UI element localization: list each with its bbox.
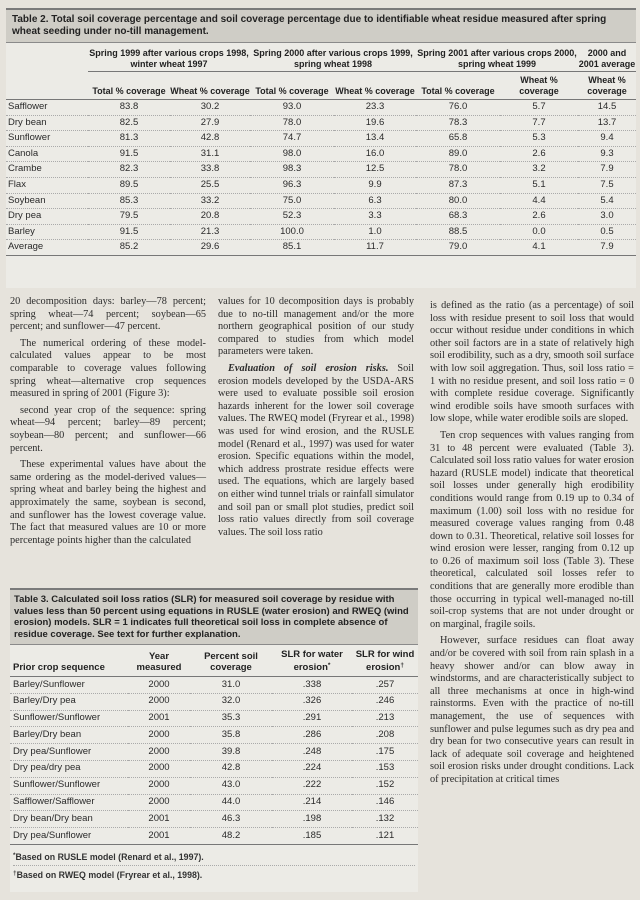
value-cell: 89.5 xyxy=(88,177,170,193)
paragraph xyxy=(218,363,414,539)
table-2-grid xyxy=(6,43,636,256)
value-cell: 19.6 xyxy=(334,115,416,131)
value-cell: 13.7 xyxy=(578,115,636,131)
table-row xyxy=(6,146,636,162)
table-row xyxy=(10,744,418,761)
column-header: Wheat % coverage xyxy=(578,72,636,100)
value-cell: 74.7 xyxy=(250,131,334,147)
value-cell: 93.0 xyxy=(250,100,334,116)
slr-wind-cell: .246 xyxy=(352,693,418,710)
table-2-body xyxy=(6,100,636,256)
header-text: SLR for wind erosion xyxy=(355,649,415,673)
slr-wind-cell: .121 xyxy=(352,828,418,845)
table-row xyxy=(6,193,636,209)
year-cell: 2000 xyxy=(128,777,190,794)
value-cell: 79.0 xyxy=(416,240,500,256)
slr-water-cell: .185 xyxy=(272,828,352,845)
value-cell: 98.0 xyxy=(250,146,334,162)
value-cell: 5.1 xyxy=(500,177,578,193)
year-cell: 2001 xyxy=(128,811,190,828)
table-row xyxy=(10,693,418,710)
table-row xyxy=(10,677,418,694)
year-cell: 2001 xyxy=(128,710,190,727)
year-cell: 2000 xyxy=(128,677,190,694)
slr-water-cell: .214 xyxy=(272,794,352,811)
value-cell: 29.6 xyxy=(170,240,250,256)
value-cell: 82.3 xyxy=(88,162,170,178)
value-cell: 3.3 xyxy=(334,209,416,225)
column-header: Wheat % coverage xyxy=(334,72,416,100)
slr-wind-cell: .208 xyxy=(352,727,418,744)
slr-water-cell: .326 xyxy=(272,693,352,710)
sequence-cell: Barley/Dry pea xyxy=(10,693,128,710)
table-row xyxy=(6,209,636,225)
crop-name-cell: Canola xyxy=(6,146,88,162)
value-cell: 52.3 xyxy=(250,209,334,225)
value-cell: 3.0 xyxy=(578,209,636,225)
table-row xyxy=(10,828,418,845)
value-cell: 85.3 xyxy=(88,193,170,209)
value-cell: 85.1 xyxy=(250,240,334,256)
coverage-cell: 35.8 xyxy=(190,727,272,744)
year-cell: 2000 xyxy=(128,744,190,761)
group-header: Spring 2000 after various crops 1999, spring wheat 1998 xyxy=(250,43,416,72)
value-cell: 27.9 xyxy=(170,115,250,131)
value-cell: 25.5 xyxy=(170,177,250,193)
table-row xyxy=(10,811,418,828)
sequence-cell: Safflower/Safflower xyxy=(10,794,128,811)
column-header: Wheat % coverage xyxy=(170,72,250,100)
slr-wind-cell: .146 xyxy=(352,794,418,811)
value-cell: 11.7 xyxy=(334,240,416,256)
coverage-cell: 44.0 xyxy=(190,794,272,811)
paragraph: Ten crop sequences with values ranging from 31 to 48 percent were evaluated (Table 3). Calculated soil loss ratio values for water erosion hazard (RUSLE model) indicate that theoretical soil losses under generally high erodibility conditions would range from 0.19 up to 0.34 of maximum (1.00) soil loss with no residue for measured coverage values ranging from 0.48 down to 0.31. Theoretical, relative soil losses for wind erosion were lesser, ranging from 0.12 up to 0.26 of maximum soil loss (Table 3). These theoretical, calculated soil losses refer to conditions that are generally more erodible than those occurring in typical well-managed no-till soil-crop systems that are not under drought or on marginal, fragile soils. xyxy=(430,429,634,630)
crop-name-cell: Barley xyxy=(6,224,88,240)
value-cell: 4.1 xyxy=(500,240,578,256)
value-cell: 85.2 xyxy=(88,240,170,256)
value-cell: 7.9 xyxy=(578,162,636,178)
table-2 xyxy=(6,8,636,288)
paragraph: is defined as the ratio (as a percentage) of soil loss with residue present to soil loss that would occur without residue under conditions in which other soil factors are in a state of relatively high soil erodibility, such as a dry, smooth soil surface with low soil aggregation. Thus, soil loss ratio = 1 with no residue present, and soil loss ratio = 0 with complete residue coverage. Significantly wind erodible soils have smooth surfaces with low slope, while water erodible soils are sloped. xyxy=(430,300,634,425)
coverage-cell: 43.0 xyxy=(190,777,272,794)
value-cell: 89.0 xyxy=(416,146,500,162)
slr-wind-cell: .213 xyxy=(352,710,418,727)
value-cell: 79.5 xyxy=(88,209,170,225)
table-3 xyxy=(10,588,418,892)
value-cell: 0.5 xyxy=(578,224,636,240)
coverage-cell: 46.3 xyxy=(190,811,272,828)
value-cell: 78.0 xyxy=(250,115,334,131)
column-header: Total % coverage xyxy=(416,72,500,100)
value-cell: 2.6 xyxy=(500,146,578,162)
value-cell: 21.3 xyxy=(170,224,250,240)
value-cell: 9.3 xyxy=(578,146,636,162)
text-column-1 xyxy=(10,296,206,547)
footnote xyxy=(13,866,415,883)
column-header: Total % coverage xyxy=(250,72,334,100)
value-cell: 6.3 xyxy=(334,193,416,209)
section-run-in-head: Evaluation of soil erosion risks. xyxy=(228,362,389,374)
paragraph: values for 10 decomposition days is probably due to no-till management and/or the more northern geographical position of our study compared to studies from which model parameters were taken. xyxy=(218,296,414,358)
table-row xyxy=(10,760,418,777)
value-cell: 33.8 xyxy=(170,162,250,178)
value-cell: 91.5 xyxy=(88,146,170,162)
value-cell: 14.5 xyxy=(578,100,636,116)
value-cell: 4.4 xyxy=(500,193,578,209)
group-header: Spring 1999 after various crops 1998, winter wheat 1997 xyxy=(88,43,250,72)
slr-water-cell: .286 xyxy=(272,727,352,744)
column-header: Percent soil coverage xyxy=(190,645,272,677)
table-row xyxy=(6,224,636,240)
sequence-cell: Barley/Dry bean xyxy=(10,727,128,744)
value-cell: 7.9 xyxy=(578,240,636,256)
sequence-cell: Dry pea/dry pea xyxy=(10,760,128,777)
column-header: Total % coverage xyxy=(88,72,170,100)
column-header: Prior crop sequence xyxy=(10,645,128,677)
table-row xyxy=(6,240,636,256)
slr-wind-cell: .132 xyxy=(352,811,418,828)
crop-name-cell: Average xyxy=(6,240,88,256)
value-cell: 30.2 xyxy=(170,100,250,116)
value-cell: 16.0 xyxy=(334,146,416,162)
column-header: Wheat % coverage xyxy=(500,72,578,100)
footnote-text: Based on RWEQ model (Fryrear et al., 1998). xyxy=(16,869,203,880)
value-cell: 68.3 xyxy=(416,209,500,225)
year-cell: 2000 xyxy=(128,760,190,777)
value-cell: 5.3 xyxy=(500,131,578,147)
value-cell: 20.8 xyxy=(170,209,250,225)
paragraph: The numerical ordering of these model-calculated values appear to be most comparable to coverage values following spring wheat—alternative crop sequences measured in spring of 2001 (Figure 3): xyxy=(10,337,206,400)
table-3-footnotes xyxy=(10,845,418,883)
year-cell: 2000 xyxy=(128,794,190,811)
text-column-2 xyxy=(218,296,414,539)
slr-water-cell: .291 xyxy=(272,710,352,727)
value-cell: 78.3 xyxy=(416,115,500,131)
crop-name-cell: Dry pea xyxy=(6,209,88,225)
slr-wind-cell: .153 xyxy=(352,760,418,777)
table-row xyxy=(6,162,636,178)
crop-name-cell: Sunflower xyxy=(6,131,88,147)
crop-name-cell: Crambe xyxy=(6,162,88,178)
coverage-cell: 42.8 xyxy=(190,760,272,777)
sequence-cell: Dry pea/Sunflower xyxy=(10,828,128,845)
slr-water-cell: .338 xyxy=(272,677,352,694)
header-text: SLR for water erosion xyxy=(281,649,343,673)
value-cell: 65.8 xyxy=(416,131,500,147)
value-cell: 88.5 xyxy=(416,224,500,240)
value-cell: 7.5 xyxy=(578,177,636,193)
paragraph: However, surface residues can float away and/or be covered with soil from rain splash in a heavy shower and/or can blow away in windstorms, and are characteristically subject to all three mechanisms at once in high-wind rainstorms. Even with the practice of no-till management, the use of sequences with sunflower and pulse legumes such as dry pea and dry bean for two consecutive years can result in lack of adequate soil coverage and heightened soil erosion risks under drought conditions. Lack of precipitation at critical times xyxy=(430,635,634,785)
slr-wind-cell: .257 xyxy=(352,677,418,694)
value-cell: 1.0 xyxy=(334,224,416,240)
table-3-grid xyxy=(10,645,418,845)
slr-water-cell: .198 xyxy=(272,811,352,828)
table-3-caption: Table 3. Calculated soil loss ratios (SLR) for measured soil coverage by residue with values less than 50 percent using equations in RUSLE (water erosion) and RWEQ (wind erosion) models. SLR = 1 indicates full theoretical soil loss in complete absence of residue coverage. See text for further explanation. xyxy=(10,588,418,645)
sequence-cell: Dry bean/Dry bean xyxy=(10,811,128,828)
coverage-cell: 48.2 xyxy=(190,828,272,845)
value-cell: 100.0 xyxy=(250,224,334,240)
value-cell: 96.3 xyxy=(250,177,334,193)
value-cell: 91.5 xyxy=(88,224,170,240)
slr-water-cell: .224 xyxy=(272,760,352,777)
slr-wind-cell: .152 xyxy=(352,777,418,794)
column-header xyxy=(352,645,418,677)
slr-water-cell: .248 xyxy=(272,744,352,761)
group-header: 2000 and 2001 average xyxy=(578,43,636,72)
value-cell: 13.4 xyxy=(334,131,416,147)
paragraph: second year crop of the sequence: spring wheat—94 percent; barley—89 percent; soybean—80 percent; and sunflower—66 percent. xyxy=(10,404,206,454)
value-cell: 12.5 xyxy=(334,162,416,178)
value-cell: 83.8 xyxy=(88,100,170,116)
value-cell: 82.5 xyxy=(88,115,170,131)
paragraph: 20 decomposition days: barley—78 percent; spring wheat—74 percent; soybean—65 percent; and sunflower—47 percent. xyxy=(10,296,206,333)
table-row xyxy=(6,115,636,131)
text-column-3 xyxy=(430,300,634,787)
table-row xyxy=(10,727,418,744)
paragraph-text: Soil erosion models developed by the USDA-ARS were used to evaluate possible soil erosion hazards inherent for the lower soil coverage values. The RWEQ model (Fryrear et al., 1998) was used for wind erosion, and the RUSLE model (Renard et al., 1997) was used for water erosion. Specific equations within the model, which address prostrate residue effects were used. The equations, which are largely based on either wind tunnel trials or rainfall simulator and soil pan or small plot studies, predict soil loss ratio values directly from soil coverage values. The soil loss ratio xyxy=(218,362,415,538)
sequence-cell: Sunflower/Sunflower xyxy=(10,777,128,794)
value-cell: 33.2 xyxy=(170,193,250,209)
value-cell: 42.8 xyxy=(170,131,250,147)
value-cell: 87.3 xyxy=(416,177,500,193)
value-cell: 2.6 xyxy=(500,209,578,225)
value-cell: 76.0 xyxy=(416,100,500,116)
footnote-mark: * xyxy=(13,851,16,859)
table-row xyxy=(10,777,418,794)
column-header xyxy=(272,645,352,677)
year-cell: 2001 xyxy=(128,828,190,845)
sequence-cell: Sunflower/Sunflower xyxy=(10,710,128,727)
coverage-cell: 39.8 xyxy=(190,744,272,761)
footnote-text: Based on RUSLE model (Renard et al., 1997). xyxy=(15,851,204,862)
sequence-cell: Dry pea/Sunflower xyxy=(10,744,128,761)
table-row xyxy=(6,177,636,193)
footnote-mark: † xyxy=(400,662,404,669)
value-cell: 0.0 xyxy=(500,224,578,240)
value-cell: 5.7 xyxy=(500,100,578,116)
table-row xyxy=(6,100,636,116)
value-cell: 3.2 xyxy=(500,162,578,178)
table-row xyxy=(10,794,418,811)
table-3-body xyxy=(10,677,418,845)
value-cell: 78.0 xyxy=(416,162,500,178)
value-cell: 9.9 xyxy=(334,177,416,193)
crop-name-cell: Dry bean xyxy=(6,115,88,131)
group-header: Spring 2001 after various crops 2000, spring wheat 1999 xyxy=(416,43,578,72)
value-cell: 23.3 xyxy=(334,100,416,116)
crop-name-cell: Safflower xyxy=(6,100,88,116)
value-cell: 75.0 xyxy=(250,193,334,209)
year-cell: 2000 xyxy=(128,693,190,710)
footnote-mark: * xyxy=(327,662,331,669)
value-cell: 9.4 xyxy=(578,131,636,147)
value-cell: 7.7 xyxy=(500,115,578,131)
sequence-cell: Barley/Sunflower xyxy=(10,677,128,694)
year-cell: 2000 xyxy=(128,727,190,744)
coverage-cell: 32.0 xyxy=(190,693,272,710)
coverage-cell: 35.3 xyxy=(190,710,272,727)
value-cell: 81.3 xyxy=(88,131,170,147)
paragraph: These experimental values have about the same ordering as the model-derived values—spring wheat and barley being the highest and approximately the same, soybean is second, and sunflower has the lowest coverage value. The fact that measured values are 10 or more percentage points higher than the calculated xyxy=(10,459,206,546)
value-cell: 80.0 xyxy=(416,193,500,209)
table-2-caption: Table 2. Total soil coverage percentage and soil coverage percentage due to identifiable wheat residue measured after spring wheat seeding under no-till management. xyxy=(6,8,636,43)
footnote xyxy=(13,848,415,866)
table-row xyxy=(6,131,636,147)
slr-wind-cell: .175 xyxy=(352,744,418,761)
coverage-cell: 31.0 xyxy=(190,677,272,694)
value-cell: 98.3 xyxy=(250,162,334,178)
crop-name-cell: Soybean xyxy=(6,193,88,209)
value-cell: 5.4 xyxy=(578,193,636,209)
value-cell: 31.1 xyxy=(170,146,250,162)
slr-water-cell: .222 xyxy=(272,777,352,794)
table-row xyxy=(10,710,418,727)
crop-name-cell: Flax xyxy=(6,177,88,193)
footnote-mark: † xyxy=(13,869,17,877)
column-header: Year measured xyxy=(128,645,190,677)
